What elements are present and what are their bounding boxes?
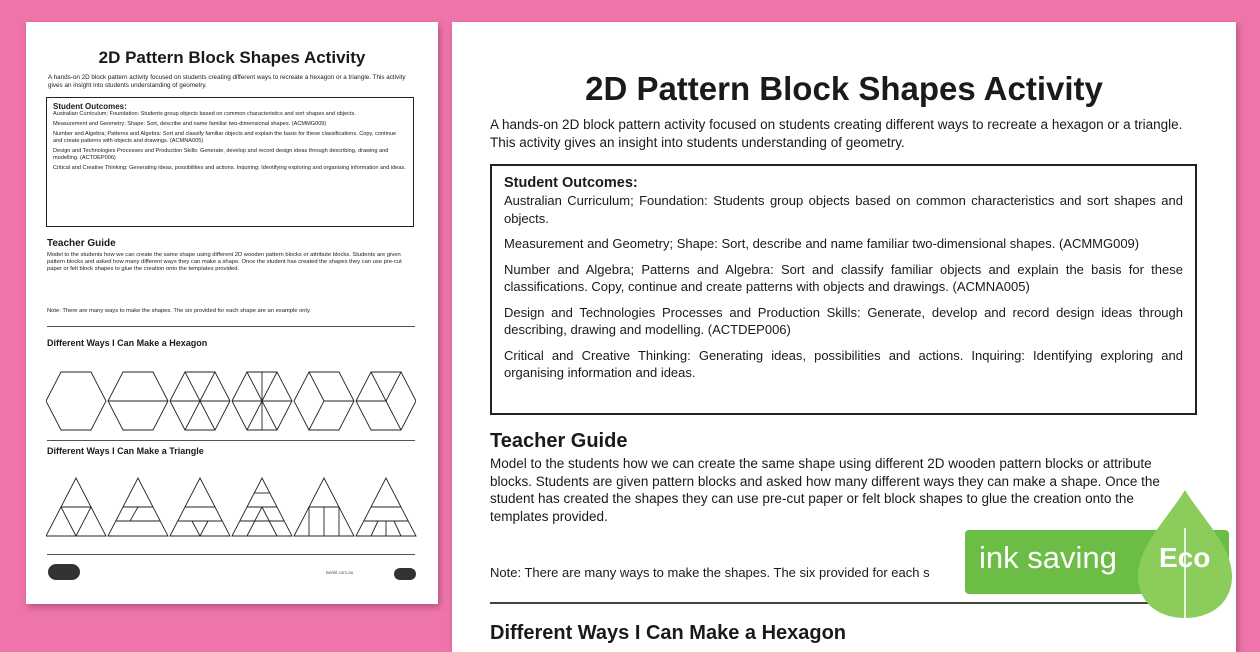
thumb-title: 2D Pattern Block Shapes Activity bbox=[98, 48, 366, 67]
thumb-outcome-item: Number and Algebra; Patterns and Algebra: Sort and classify familiar objects and explain the basis for these classifications. Copy, continue and create patterns with objects and drawings. (ACMNA005) bbox=[53, 131, 397, 144]
thumb-footer-url: twinkl.com.au bbox=[326, 570, 354, 575]
thumb-outcomes-heading: Student Outcomes: bbox=[53, 102, 127, 111]
outcomes-heading: Student Outcomes: bbox=[504, 175, 638, 191]
triangle-template-1 bbox=[46, 478, 106, 536]
triangle-template-4 bbox=[232, 478, 292, 536]
hexagon-template-5 bbox=[294, 372, 354, 430]
triangle-template-3 bbox=[170, 478, 230, 536]
note-text: Note: There are many ways to make the shapes. The six provided for each s bbox=[490, 565, 930, 580]
hexagon-template-3 bbox=[170, 372, 230, 430]
intro-text: A hands-on 2D block pattern activity focused on students creating different ways to recreate a hexagon or a triangle. This activity gives an insight into students understanding of geometry. bbox=[490, 117, 1183, 150]
outcome-item: Critical and Creative Thinking: Generating ideas, possibilities and actions. Inquiring: Identifying exploring and organising information and ideas. bbox=[504, 347, 1183, 380]
outcome-item: Number and Algebra; Patterns and Algebra: Sort and classify familiar objects and explain the basis for these classifications. Copy, continue and create patterns with objects and drawings. (ACMNA005) bbox=[504, 261, 1183, 294]
eco-badge-label: ink saving bbox=[979, 540, 1117, 575]
hexagon-template-1 bbox=[46, 372, 106, 430]
triangle-template-5 bbox=[294, 478, 354, 536]
thumb-outcome-item: Design and Technologies Processes and Production Skills: Generate, develop and record design ideas through describing, drawing and modelling. (ACTDEP006) bbox=[53, 148, 389, 161]
thumb-divider bbox=[47, 440, 415, 441]
brand-logo-icon bbox=[48, 564, 80, 580]
thumb-outcome-item: Measurement and Geometry; Shape: Sort, describe and name familiar two-dimensional shapes. (ACMMG009) bbox=[53, 121, 327, 127]
hexagon-template-4 bbox=[232, 372, 292, 430]
triangle-template-2 bbox=[108, 478, 168, 536]
thumb-teacher-guide-heading: Teacher Guide bbox=[47, 238, 116, 249]
thumb-note: Note: There are many ways to make the shapes. The six provided for each shape are an example only. bbox=[47, 308, 311, 314]
outcome-item: Design and Technologies Processes and Production Skills: Generate, develop and record design ideas through describing, drawing and modelling. (ACTDEP006) bbox=[504, 304, 1183, 337]
hexagon-templates bbox=[46, 370, 416, 432]
thumb-outcome-item: Australian Curriculum; Foundation: Students group objects based on common characteristics and sort shapes and objects. bbox=[53, 111, 356, 117]
worksheet-preview-thumbnail bbox=[26, 22, 438, 604]
outcomes-box bbox=[490, 164, 1197, 415]
thumb-intro: A hands-on 2D block pattern activity focused on students creating different ways to recreate a hexagon or a triangle. This activity gives an insight into students understanding of geometry. bbox=[48, 74, 406, 89]
thumb-divider bbox=[47, 326, 415, 327]
thumb-triangle-heading: Different Ways I Can Make a Triangle bbox=[47, 446, 204, 456]
hexagon-template-2 bbox=[108, 372, 168, 430]
eco-badge-word: Eco bbox=[1159, 542, 1211, 573]
teacher-guide-heading: Teacher Guide bbox=[490, 430, 628, 452]
triangle-templates bbox=[46, 476, 418, 538]
thumb-divider bbox=[47, 554, 415, 555]
outcome-item: Australian Curriculum; Foundation: Students group objects based on common characteristics and sort shapes and objects. bbox=[504, 193, 1183, 226]
thumb-teacher-guide-text: Model to the students how we can create the same shape using different 2D wooden pattern blocks or attribute blocks. Students are given pattern blocks and asked how many different ways they can make a shape. Once the student has created the shapes they can use pre-cut paper or felt block shapes to glue the creation onto the templates provided. bbox=[47, 252, 402, 273]
teacher-guide-text: Model to the students how we can create the same shape using different 2D wooden pattern blocks or attribute blocks. Students are given pattern blocks and asked how many different ways they can make a shape. Once the student has created the shapes they can use pre-cut paper or felt block shapes to glue the creation onto the templates provided. bbox=[490, 456, 1160, 524]
hexagon-section-heading: Different Ways I Can Make a Hexagon bbox=[490, 622, 847, 644]
triangle-template-6 bbox=[356, 478, 416, 536]
page-title: 2D Pattern Block Shapes Activity bbox=[585, 70, 1103, 107]
thumb-outcomes-box bbox=[46, 97, 414, 227]
eco-ink-saving-badge bbox=[965, 488, 1255, 623]
thumb-hexagon-heading: Different Ways I Can Make a Hexagon bbox=[47, 338, 208, 348]
thumb-outcome-item: Critical and Creative Thinking: Generating ideas, possibilities and actions. Inquiring: Identifying exploring and organising information and ideas. bbox=[53, 165, 406, 171]
hexagon-template-6 bbox=[356, 372, 416, 430]
outcome-item: Measurement and Geometry; Shape: Sort, describe and name familiar two-dimensional shapes. (ACMMG009) bbox=[504, 236, 1140, 251]
brand-mark-icon bbox=[394, 568, 416, 580]
